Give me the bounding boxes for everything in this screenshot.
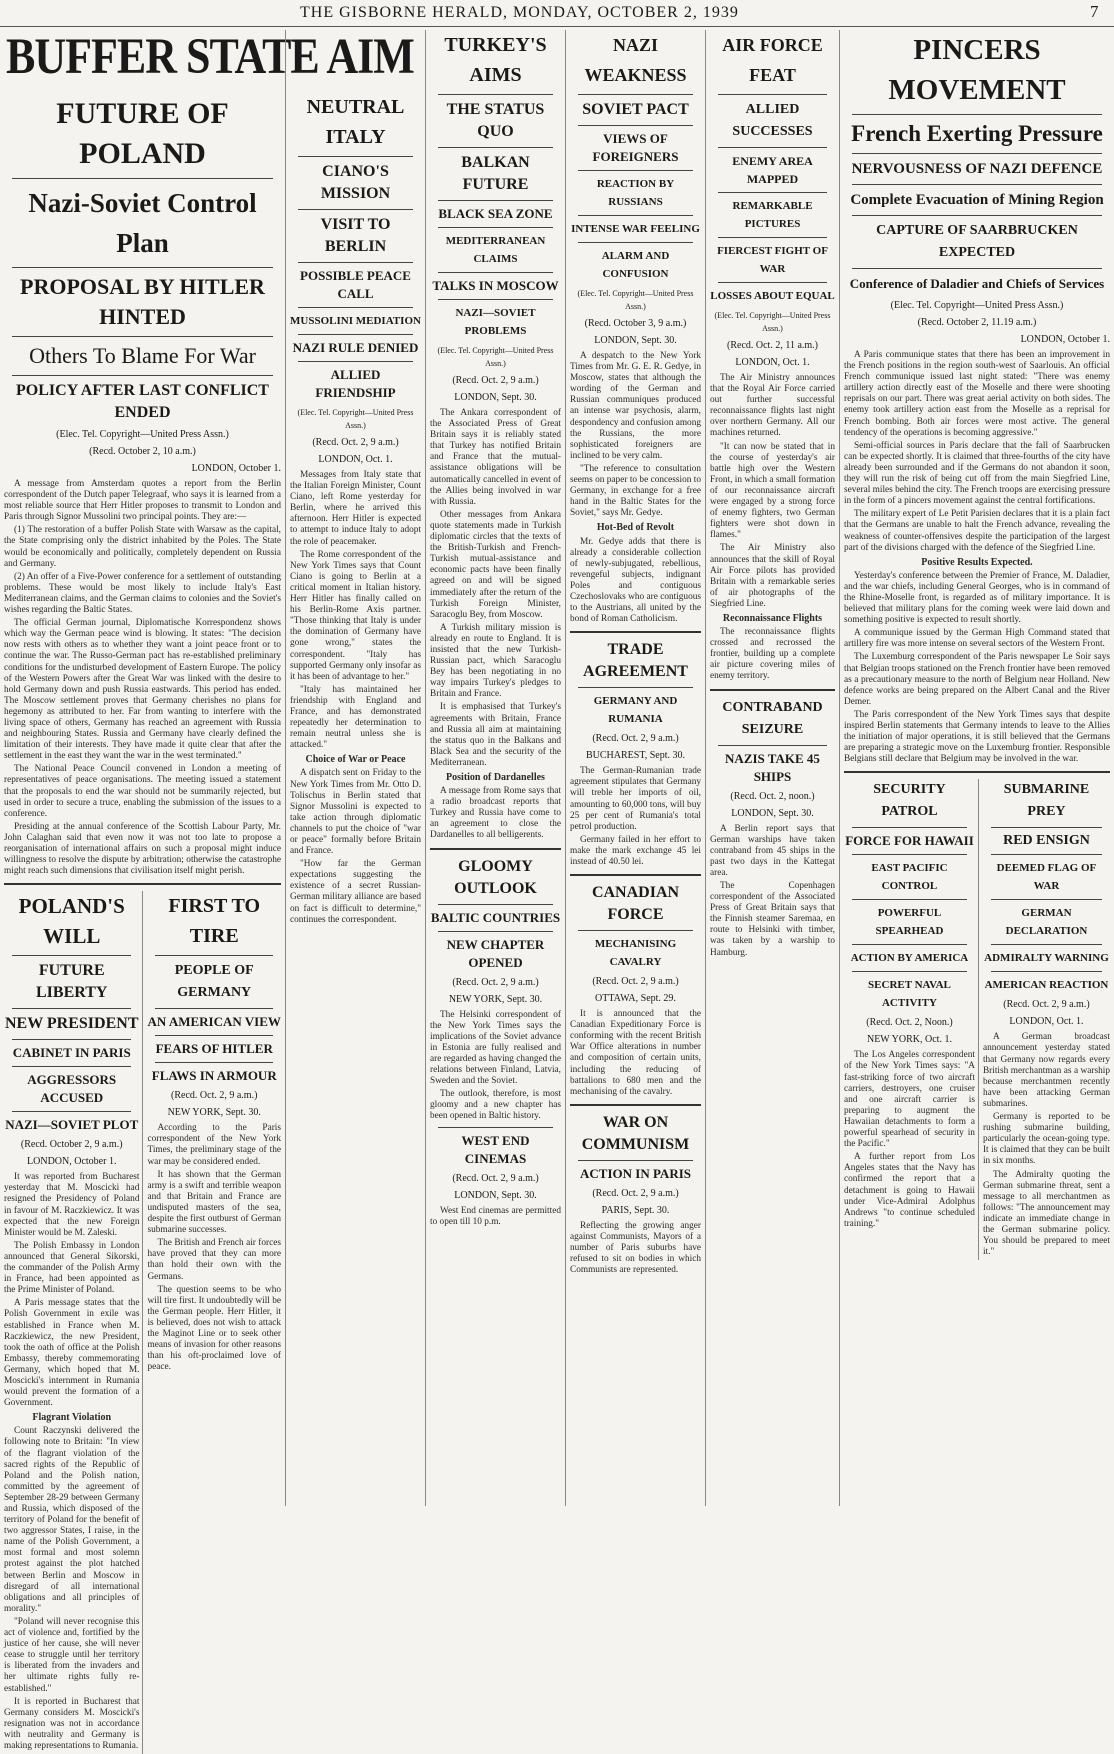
subheading: Position of Dardanelles xyxy=(446,772,545,783)
pincers-movement-headline: PINCERS MOVEMENT xyxy=(888,34,1066,106)
paragraph: The Polish Embassy in London announced that General Sikorski, the commander of the Polish Army in France, had been appointed as the Prime Minister of Poland. xyxy=(4,1240,140,1296)
air-force-feat-headline: AIR FORCE FEAT xyxy=(722,35,823,85)
paragraph: Germany is reported to be rushing submarine building, particularly the ocean-going type. It is claimed that they can be built in six months. xyxy=(982,1112,1110,1167)
nazi-rule-heading: NAZI RULE DENIED xyxy=(292,340,419,355)
plot-heading: NAZI—SOVIET PLOT xyxy=(5,1117,139,1133)
mediterranean-heading: MEDITERRANEAN CLAIMS xyxy=(445,235,546,265)
nazi-weakness-headline: NAZI WEAKNESS xyxy=(584,35,687,85)
received-line: (Recd. Oct. 2, 9 a.m.) xyxy=(592,1187,679,1199)
paragraph: The Air Ministry also announces that the skill of Royal Air Force pilots has provided Britain with a remarkable series of air photographs of the Siegfried Line. xyxy=(710,543,835,609)
paragraph: A Berlin report says that German warships have taken contraband from 45 ships in the past two days in the Kattegat area. xyxy=(710,823,835,878)
first-to-tire-article xyxy=(143,891,281,1754)
paragraph: It is emphasised that Turkey's agreements with Britain, France and Russia all aim at maintaining the status quo in the Balkans and Black Sea and the security of the Mediterranean. xyxy=(430,702,561,768)
paragraph: A Turkish military mission is already en route to England. It is insisted that the new Turkish-Russian pact, which Saracoglu Bey has been negotiating in no way impairs Turkey's pledges to Britain and France. xyxy=(430,622,561,700)
received-line: (Recd. Oct. 2, 9 a.m.) xyxy=(592,976,679,988)
dateline-place: OTTAWA, Sept. 29. xyxy=(595,993,676,1005)
contraband-seizure-headline: CONTRABAND SEIZURE xyxy=(722,699,823,737)
paragraph: Semi-official sources in Paris declare that the fall of Saarbrucken can be expected shortly. It is claimed that three-fourths of the city have already been surrounded and if the Germans do not abandon it soon, they will run the risk of being cut off from the main Siegfried Line, several miles behind the city. The French troops are exercising pressure in the form of a pincers movement against the central fortifications. xyxy=(844,440,1110,507)
dateline-place: LONDON, October 1. xyxy=(27,1156,117,1168)
received-line: (Recd. October 3, 9 a.m.) xyxy=(584,318,687,329)
paragraph: A communique issued by the German High Command stated that artillery fire was more intense on several sectors of the Western Front. xyxy=(844,628,1110,650)
action-america-heading: ACTION BY AMERICA xyxy=(850,952,969,965)
column-6 xyxy=(840,30,1114,1506)
paragraph: Reflecting the growing anger against Communists, Mayors of a number of Paris suburbs have refused to sit on bodies in which Communists are represented. xyxy=(570,1220,701,1276)
paragraph: A message from Rome says that a radio broadcast reports that Turkey and Russia have come to an agreement to close the Dardanelles to all belligerents. xyxy=(430,786,561,841)
paragraph: It has shown that the German army is a swift and terrible weapon and that Britain and France are undisputed masters of the sea, despite the first outburst of German submarine successes. xyxy=(147,1169,281,1236)
war-feeling-heading: INTENSE WAR FEELING xyxy=(571,223,700,235)
subheading: Hot-Bed of Revolt xyxy=(596,522,675,534)
american-view-heading: AN AMERICAN VIEW xyxy=(147,1014,281,1030)
dateline-place: LONDON, Sept. 30. xyxy=(594,335,677,346)
dateline-place: LONDON, Oct. 1. xyxy=(735,357,810,368)
neutral-body xyxy=(290,470,421,926)
paragraph: Presiding at the annual conference of the Scottish Labour Party, Mr. John Calaghan said that even now it was not too late to propose a reorganisation of international affairs on such a proposal might induce willingness to resolve the dispute by arbitration; otherwise the catastrophe might reach such dimensions that civilisation itself might perish. xyxy=(4,821,281,877)
security-patrol-headline: SECURITY PATROL xyxy=(873,782,946,820)
nazis-take-ships-heading: NAZIS TAKE 45 SHIPS xyxy=(725,750,820,784)
policy-heading: POLICY AFTER LAST CONFLICT ENDED xyxy=(16,382,269,421)
cinemas-headline: WEST END CINEMAS xyxy=(461,1132,530,1166)
fiercest-fight-heading: FIERCEST FIGHT OF WAR xyxy=(717,245,828,275)
german-declaration-heading: GERMAN DECLARATION xyxy=(1005,907,1088,938)
dateline-place: NEW YORK, Sept. 30. xyxy=(167,1107,261,1119)
east-pacific-heading: EAST PACIFIC CONTROL xyxy=(871,862,948,893)
trade-body xyxy=(570,766,701,868)
column-4 xyxy=(566,30,706,1506)
communism-body xyxy=(570,1221,701,1276)
paragraph: The official German journal, Diplomatische Korrespondenz shows which way the German peace wind is blowing. It states: "The decision now rests with others as to whether they want a joint peace front or to continue the war. The Russo-German pact has re-established preliminary conditions for the undisturbed development of Eastern Europe. The policy of the Western Powers after the Great War was linked with the desire to hold Germany down and push Russia eastwards. This period has ended. The Moscow settlement proves that Germany cherishes no plans for hegemony as attributed to her. Far from wanting to interfere with the living space of others, Germany has reached an agreement with Russia and neighbouring States. Russia and Germany have clearly defined the limitation of their interests. They have made it quite clear that after the settlement in the east they want the war in the west terminated." xyxy=(4,618,281,762)
war-on-communism-headline: WAR ON COMMUNISM xyxy=(581,1113,690,1153)
security-patrol-article xyxy=(844,779,979,1260)
allied-successes-heading: ALLIED SUCCESSES xyxy=(732,102,813,139)
new-chapter-heading: NEW CHAPTER OPENED xyxy=(446,936,545,970)
paragraph: (2) An offer of a Five-Power conference for a settlement of outstanding problems. These would be most likely to include Italy's East Mediterranean claims, and the German claims to colonies and the Soviet's wishes regarding the Baltic States. xyxy=(4,571,281,616)
paragraph: "Poland will never recognise this act of violence and, fortified by the justice of her cause, she will never cease to struggle until her territory is liberated from the invaders and her ultimate rights fully re-established." xyxy=(4,1616,140,1694)
paragraph: West End cinemas are permitted to open till 10 p.m. xyxy=(430,1205,561,1227)
received-line: (Recd. Oct. 2, 9 a.m.) xyxy=(452,1172,539,1184)
paragraph: A German broadcast announcement yesterday stated that Germany now regards every British merchantman as a warship because merchantmen recently have been attacking German submarines. xyxy=(982,1032,1110,1109)
alarm-heading: ALARM AND CONFUSION xyxy=(601,250,670,280)
credit-line: (Elec. Tel. Copyright—United Press Assn.) xyxy=(297,408,414,430)
dateline-place: LONDON, Sept. 30. xyxy=(454,1189,537,1201)
gloomy-outlook-headline: GLOOMY OUTLOOK xyxy=(454,857,537,897)
french-pressure-heading: French Exerting Pressure xyxy=(851,121,1103,146)
germany-rumania-heading: GERMANY AND RUMANIA xyxy=(593,695,678,726)
status-quo-heading: THE STATUS QUO xyxy=(446,101,545,140)
red-ensign-heading: RED ENSIGN xyxy=(1003,833,1090,849)
contraband-body xyxy=(710,824,835,959)
flag-of-war-heading: DEEMED FLAG OF WAR xyxy=(996,862,1097,893)
submarine-prey-headline: SUBMARINE PREY xyxy=(1003,782,1090,820)
newspaper-title: THE GISBORNE HERALD, MONDAY, OCTOBER 2, 1939 xyxy=(300,4,739,21)
paragraph: The Admiralty quoting the German submarine threat, sent a message to all merchantmen as follows: "The announcement may indicate an immediate change in the German submarine policy. You should be prepared to meet it." xyxy=(982,1169,1110,1258)
dateline-place: BUCHAREST, Sept. 30. xyxy=(586,750,685,762)
paragraph: The military expert of Le Petit Parisien declares that it is a plain fact that the Germans are unable to halt the French advance, revealing the weakness of counter-offensives despite the participation of the largest part of the divisions charged with the defence of the Siegfried Line. xyxy=(844,509,1110,553)
visit-berlin-heading: VISIT TO BERLIN xyxy=(320,216,391,255)
spearhead-heading: POWERFUL SPEARHEAD xyxy=(875,907,944,938)
security-body xyxy=(844,1050,975,1230)
received-line: (Recd. Oct. 2, 9 a.m.) xyxy=(171,1090,258,1102)
paragraph: A dispatch sent on Friday to the New York Times from Mr. Otto D. Tolischus in Berlin stated that Signor Mussolini is expected to take action through diplomatic channels to put the choice of "war or peace" formally before Britain and France. xyxy=(290,768,421,857)
black-sea-heading: BLACK SEA ZONE xyxy=(438,206,553,221)
airforce-body xyxy=(710,373,835,683)
paragraph: A Paris message states that the Polish Government in exile was established in France when M. Raczkiewicz, the new President, took the oath of office at the Polish Embassy, thereby commemorating Germany, which hoped that M. Moscicki's internment in Rumania would prevent the formation of a Government. xyxy=(4,1298,140,1409)
canadian-body xyxy=(570,1009,701,1098)
reaction-heading: REACTION BY RUSSIANS xyxy=(596,178,675,208)
dateline-place: LONDON, October 1. xyxy=(1020,334,1110,345)
received-line: (Recd. Oct. 2, Noon.) xyxy=(866,1017,953,1029)
paragraph: The Los Angeles correspondent of the New York Times says: "A fast-striking force of two aircraft carriers, destroyers, one cruiser and one aircraft carrier is preparing to augment the Hawaiian detachments to form a powerful spearhead of security in the Pacific." xyxy=(844,1050,975,1150)
paragraph: Germany failed in her effort to make the mark exchange 45 lei instead of 40.50 lei. xyxy=(570,834,701,867)
paragraph: The reconnaissance flights crossed and recrossed the frontier, building up a complete air picture covering miles of enemy territory. xyxy=(710,627,835,682)
naval-activity-heading: SECRET NAVAL ACTIVITY xyxy=(868,979,951,1010)
tire-body xyxy=(147,1123,281,1373)
received-line: (Recd. Oct. 2, 9 a.m.) xyxy=(1003,999,1090,1011)
paragraph: The Luxemburg correspondent of the Paris newspaper Le Soir says that Belgian troops stationed on the French frontier have been removed as a precautionary measure to the north of Belgium near Holland. New defence works are being prepared on the Albert Canal and the River Demer. xyxy=(844,652,1110,707)
credit-line: (Elec. Tel. Copyright—United Press Assn.) xyxy=(437,346,554,368)
credit-line: (Elec. Tel. Copyright—United Press Assn.) xyxy=(890,300,1064,311)
losses-heading: LOSSES ABOUT EQUAL xyxy=(710,290,835,302)
aggressors-heading: AGGRESSORS ACCUSED xyxy=(27,1072,117,1106)
paragraph: The question seems to be who will tire first. It undoubtedly will be the German people. Herr Hitler, it is believed, does not wish to attack the Maginot Line or to seek other means of invasion for other reasons than his oft-proclaimed love of peace. xyxy=(147,1284,281,1373)
received-line: (Recd. October 2, 10 a.m.) xyxy=(89,446,196,457)
submarine-body xyxy=(983,1032,1110,1258)
paragraph: It is announced that the Canadian Expeditionary Force is conforming with the recent British War Office alterations in number and composition of certain units, including the reducing of battalions to 680 men and the mechanising of the cavalry. xyxy=(570,1009,701,1097)
force-hawaii-heading: FORCE FOR HAWAII xyxy=(845,833,974,849)
paragraph: Yesterday's conference between the Premier of France, M. Daladier, and the war chiefs, including General Georges, who is in command of the Rhine-Moselle front, is regarded as of military importance. It is believed that military plans for the coming week were laid down and something positive is expected to result shortly. xyxy=(844,570,1110,626)
paragraph: The National Peace Council convened in London a meeting of representatives of peace organisations. The meeting issued a statement that the proposals to end the war should not be summarily rejected, but used in order to secure a truce, enabling the submission of the issues to a conference. xyxy=(4,764,281,819)
cabinet-heading: CABINET IN PARIS xyxy=(12,1045,131,1061)
paragraph: Messages from Italy state that the Italian Foreign Minister, Count Ciano, left Rome yesterday for Berlin, where he arrived this afternoon. Herr Hitler is expected to attempt to induce Italy to adopt the role of peacemaker. xyxy=(290,470,421,547)
column-2 xyxy=(286,30,426,1506)
action-paris-heading: ACTION IN PARIS xyxy=(580,1165,691,1181)
column-5 xyxy=(706,30,840,1506)
future-liberty-heading: FUTURE LIBERTY xyxy=(36,962,108,1002)
dateline-place: LONDON, Oct. 1. xyxy=(1009,1016,1084,1028)
dateline-place: PARIS, Sept. 30. xyxy=(601,1204,670,1216)
masthead xyxy=(0,0,1114,27)
paragraph: The British and French air forces have proved that they can more than hold their own with the Germans. xyxy=(147,1238,281,1282)
new-president-heading: NEW PRESIDENT xyxy=(4,1015,139,1033)
column-3 xyxy=(426,30,566,1506)
flaws-heading: FLAWS IN ARMOUR xyxy=(151,1068,277,1084)
soviet-pact-heading: SOVIET PACT xyxy=(582,101,689,118)
paragraph: A despatch to the New York Times from Mr. G. E. R. Gedye, in Moscow, states that although the wording of the German and Russian communiques produced an intense war psychosis, alarm, despondency and confusion among the Russians, the more sophisticated foreigners are inclined to be very calm. xyxy=(570,351,701,461)
paragraph: The Copenhagen correspondent of the Associated Press of Great Britain says that the Finnish steamer Saremaa, en route to Helsinki with timber, was taken by a warship to Hamburg. xyxy=(710,881,835,958)
baltic-heading: BALTIC COUNTRIES xyxy=(430,909,561,925)
received-line: (Recd. Oct. 2, 11 a.m.) xyxy=(727,340,818,351)
paragraph: Other messages from Ankara quote statements made in Turkish diplomatic circles that the texts of the British-Turkish and French-Turkish mutual-assistance and economic pacts have been finally agreed on and will be signed immediately after the return of the Turkish Foreign Minister, Saracoglu Bey, from Moscow. xyxy=(430,509,561,620)
paragraph: According to the Paris correspondent of the New York Times, the preliminary stage of the war may be considered ended. xyxy=(147,1123,281,1167)
paragraph: Count Raczynski delivered the following note to Britain: "In view of the flagrant violation of the sacred rights of the Republic of Poland and the Polish nation, committed by the agreement of September 28-29 between Germany and Russia, which disposed of the territory of Poland for the benefit of two aggressor States, I raise, in the name of the Polish Government, a most formal and most solemn protest against the plot hatched between Berlin and Moscow in disregard of all international obligations and all principles of morality." xyxy=(4,1426,140,1614)
cianos-mission-heading: CIANO'S MISSION xyxy=(320,163,391,202)
buffer-state-headline: BUFFER STATE AIM xyxy=(6,28,414,85)
credit-line: (Elec. Tel. Copyright—United Press Assn.) xyxy=(56,429,229,440)
mediation-heading: MUSSOLINI MEDIATION xyxy=(290,315,421,327)
conference-heading: Conference of Daladier and Chiefs of Services xyxy=(849,276,1105,291)
page-number: 7 xyxy=(1090,2,1099,21)
peace-call-heading: POSSIBLE PEACE CALL xyxy=(300,268,411,301)
dateline-place: LONDON, Sept. 30. xyxy=(731,807,814,819)
paragraph: The Paris correspondent of the New York Times says that despite inspired Berlin statements that Germany intends to leave to the Allies the initiation of major operations, it is still believed that the Germans are preparing a strategic move on the Luxemburg frontier. Responsible Belgians still declare that Belgium may be involved in the war. xyxy=(844,709,1110,765)
fears-heading: FEARS OF HITLER xyxy=(155,1041,273,1057)
cinemas-body xyxy=(430,1206,561,1228)
allied-friendship-heading: ALLIED FRIENDSHIP xyxy=(315,367,396,400)
nervousness-heading: NERVOUSNESS OF NAZI DEFENCE xyxy=(851,161,1103,177)
enemy-area-heading: ENEMY AREA MAPPED xyxy=(732,154,813,186)
gloomy-body xyxy=(430,1010,561,1123)
nazi-soviet-heading: Nazi-Soviet Control Plan xyxy=(28,188,257,258)
trade-agreement-headline: TRADE AGREEMENT xyxy=(583,641,688,681)
balkan-future-heading: BALKAN FUTURE xyxy=(461,154,530,193)
cavalry-heading: MECHANISING CAVALRY xyxy=(594,938,677,969)
credit-line: (Elec. Tel. Copyright—United Press Assn.) xyxy=(577,289,694,311)
dateline-place: LONDON, Sept. 30. xyxy=(454,392,537,403)
paragraph: A Paris communique states that there has been an improvement in the French positions in the region south-west of Saarlouis. An official French communique issued last night stated: "There was enemy artillery action directly east of the Moselle and there were shooting reprisals on our part. There was great aerial activity on both sides. The enemy took artillery action east from the Moselle as a reprisal for French bombing. Both air forces were most active. The general tendency of the operations is becoming aggressive." xyxy=(844,350,1110,438)
neutral-italy-headline: NEUTRAL ITALY xyxy=(306,96,405,148)
nazi-soviet-problems-heading: NAZI—SOVIET PROBLEMS xyxy=(455,307,536,337)
received-line: (Recd. October 2, 9 a.m.) xyxy=(20,1139,123,1151)
column-1 xyxy=(0,30,286,1751)
paragraph: A further report from Los Angeles states that the Navy has confirmed the report that a detachment is going to Hawaii under Vice-Admiral Adolphus Andrews "to continue scheduled training." xyxy=(844,1152,975,1229)
first-to-tire-headline: FIRST TO TIRE xyxy=(168,895,261,948)
turkey-body xyxy=(430,408,561,842)
paragraph: The Ankara correspondent of the Associated Press of Great Britain says it is reliably stated that Turkey has notified Britain and France that the mutual-assistance obligations will be automatically cancelled in event of the Allies being involved in war with Russia. xyxy=(430,408,561,507)
subheading: Choice of War or Peace xyxy=(305,754,406,766)
received-line: (Recd. Oct. 2, 9 a.m.) xyxy=(312,437,399,448)
proposal-heading: PROPOSAL BY HITLER HINTED xyxy=(20,274,265,329)
dateline-place: NEW YORK, Oct. 1. xyxy=(866,1034,952,1046)
dateline-place: LONDON, October 1. xyxy=(191,463,281,474)
remarkable-pictures-heading: REMARKABLE PICTURES xyxy=(732,200,813,230)
paragraph: It is reported in Bucharest that Germany considers M. Moscicki's resignation was not in accordance with neutrality and Germany is making representations to Rumania. xyxy=(4,1696,140,1751)
dateline-place: NEW YORK, Sept. 30. xyxy=(448,993,543,1005)
future-of-poland-heading: FUTURE OF POLAND xyxy=(56,97,229,170)
polands-will-headline: POLAND'S WILL xyxy=(18,894,125,949)
paragraph: The Helsinki correspondent of the New York Times says the implications of the Soviet advance in Estonia are fully realised and are regarded as having changed the relations between Finland, Latvia, Sweden and the Soviet. xyxy=(430,1009,561,1087)
poland-article xyxy=(4,891,143,1754)
subheading: Flagrant Violation xyxy=(32,1412,112,1424)
paragraph: It was reported from Bucharest yesterday that M. Moscicki had resigned the Presidency of Poland in favour of M. Raczkiewicz. It was expected that the new Foreign Minister would be M. Zaleski. xyxy=(4,1172,140,1238)
paragraph: The Rome correspondent of the New York Times says that Count Ciano is going to Berlin at a critical moment in Italian history. Herr Hitler has finally called on his Berlin-Rome Axis partner. "Those thinking that Italy is under the domination of Germany have gone wrong," states the correspondent. "Italy has supported Germany only insofar as it has been of advantage to her." xyxy=(290,549,421,682)
received-line: (Recd. Oct. 2, 9 a.m.) xyxy=(592,733,679,745)
credit-line: (Elec. Tel. Copyright—United Press Assn.) xyxy=(714,311,831,333)
turkeys-aims-headline: TURKEY'S AIMS xyxy=(444,34,547,86)
paragraph: The German-Rumanian trade agreement stipulates that Germany will treble her imports of oil, amounting to 60,000 tons, will buy 25 per cent of Rumania's total petrol production. xyxy=(570,766,701,832)
saarbrucken-heading: CAPTURE OF SAARBRUCKEN EXPECTED xyxy=(876,223,1078,260)
received-line: (Recd. Oct. 2, 9 a.m.) xyxy=(452,375,539,386)
paragraph: "It can now be stated that in the course of yesterday's air battle high over the Western Front, in which a small formation of our reconnaissance aircraft were engaged by a strong force of enemy fighters, two German fighters were shot down in flames." xyxy=(710,441,835,541)
subheading: Reconnaissance Flights xyxy=(722,612,823,624)
dateline-place: LONDON, Oct. 1. xyxy=(318,454,393,465)
views-heading: VIEWS OF FOREIGNERS xyxy=(592,131,679,164)
paragraph: "How far the German expectations suggesting the existence of a secret Russian-German military alliance are based on fact is difficult to determine," continues the correspondent. xyxy=(290,859,421,925)
pincers-body xyxy=(844,350,1110,765)
paragraph: A message from Amsterdam quotes a report from the Berlin correspondent of the Dutch paper Telegraaf, who says it is learned from a most reliable source that Herr Hitler proposes to transmit to London and Paris through Signor Mussolini two principal points. They are:— xyxy=(4,479,281,523)
paragraph: "The reference to consultation seems on paper to be concession to Germany, in exchange for a free hand in the Baltic States for the Soviet," says Mr. Gedye. xyxy=(570,463,701,519)
paragraph: The outlook, therefore, is most gloomy and a new chapter has been opened in Baltic history. xyxy=(430,1089,561,1122)
others-to-blame-heading: Others To Blame For War xyxy=(29,343,256,368)
canadian-force-headline: CANADIAN FORCE xyxy=(591,884,680,924)
paragraph: The Air Ministry announces that the Royal Air Force carried out further successful reconnaissance flights last night over northern Germany. All our machines returned. xyxy=(710,373,835,439)
poland-body xyxy=(4,1172,139,1752)
submarine-prey-article xyxy=(979,779,1110,1260)
admiralty-warning-heading: ADMIRALTY WARNING xyxy=(984,952,1109,965)
received-line: (Recd. Oct. 2, noon.) xyxy=(730,790,815,802)
buffer-article-body xyxy=(4,479,281,877)
paragraph: "Italy has maintained her friendship with England and France, and has demonstrated repeatedly her determination to remain neutral unless she is attacked." xyxy=(290,684,421,751)
people-of-germany-heading: PEOPLE OF GERMANY xyxy=(174,963,254,1001)
american-reaction-heading: AMERICAN REACTION xyxy=(984,979,1109,992)
received-line: (Recd. Oct. 2, 9 a.m.) xyxy=(452,976,539,988)
talks-moscow-heading: TALKS IN MOSCOW xyxy=(432,278,559,293)
paragraph: Mr. Gedye adds that there is already a considerable collection of newly-subjugated, rebellious, revengeful subjects, indignant Poles and contiguous Czechoslovaks who are contiguous to the Austrians, all united by the bond of Roman Catholicism. xyxy=(570,536,701,625)
evacuation-heading: Complete Evacuation of Mining Region xyxy=(850,192,1104,208)
received-line: (Recd. October 2, 11.19 a.m.) xyxy=(917,317,1037,328)
subheading: Positive Results Expected. xyxy=(921,556,1033,568)
nazi-weakness-body xyxy=(570,351,701,625)
paragraph: (1) The restoration of a buffer Polish State with Warsaw as the capital, the State comprising only the district inhabited by the Poles. The State would be economically and politically, completely dependent on Russia and Germany. xyxy=(4,525,281,569)
